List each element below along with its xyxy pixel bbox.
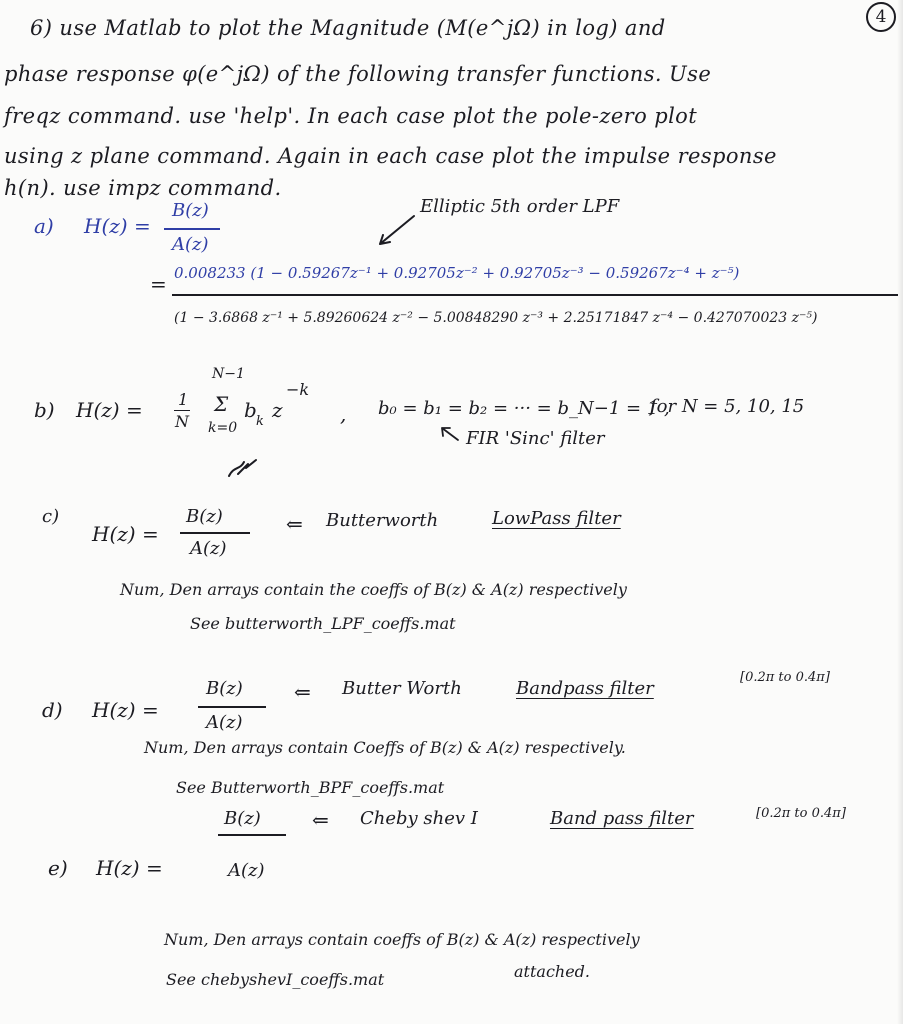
part-b-frac-den: N — [175, 412, 189, 431]
part-c-line-1: Num, Den arrays contain the coeffs of B(z) & A(z) respectively — [120, 580, 627, 599]
part-b-lhs: H(z) = — [76, 398, 143, 422]
page-edge-shadow — [897, 0, 903, 1024]
part-a-numerator: 0.008233 (1 − 0.59267z⁻¹ + 0.92705z⁻² + 0.92705z⁻³ − 0.59267z⁻⁴ + z⁻⁵) — [174, 264, 740, 282]
part-c-note-b: LowPass filter — [492, 508, 621, 529]
part-b-comma: , — [340, 402, 347, 426]
part-b-term-sub: k — [256, 414, 264, 429]
part-b-condition: b₀ = b₁ = b₂ = ··· = b_N−1 = 1 , — [378, 398, 670, 419]
part-d-line-2: See Butterworth_BPF_coeffs.mat — [176, 778, 445, 797]
part-d-line-1: Num, Den arrays contain Coeffs of B(z) & A(z) respectively. — [144, 738, 626, 757]
part-e-line-2a: See chebyshevI_coeffs.mat — [166, 970, 385, 989]
stray-mark-icon — [226, 456, 260, 480]
part-b-frac-num: 1 — [178, 390, 189, 409]
part-b-term-z: z — [272, 398, 283, 422]
part-a-main-fraction-bar — [172, 294, 898, 296]
part-d-arrow: ⇐ — [294, 680, 311, 704]
part-c-lhs: H(z) = — [92, 522, 159, 546]
part-b-term: b — [244, 398, 257, 422]
part-c-fraction-bar — [180, 532, 250, 534]
question-number-badge: 4 — [866, 2, 896, 32]
part-e-note-b: Band pass filter — [550, 808, 694, 829]
part-d-band: [0.2π to 0.4π] — [740, 670, 830, 685]
part-e-band: [0.2π to 0.4π] — [756, 806, 846, 821]
part-b-for: for N = 5, 10, 15 — [650, 396, 805, 417]
part-e-fraction-bar — [218, 834, 286, 836]
part-b-note: FIR 'Sinc' filter — [466, 428, 605, 449]
part-c-note-a: Butterworth — [326, 510, 439, 531]
part-a-fraction-bar — [164, 228, 220, 230]
part-b-term-exp: −k — [286, 380, 310, 399]
part-a-equals: = — [150, 272, 167, 296]
arrow-icon — [438, 424, 462, 444]
intro-line-5: h(n). use impz command. — [4, 176, 282, 200]
part-e-den: A(z) — [228, 860, 265, 881]
arrow-icon — [376, 214, 416, 248]
part-e-lhs: H(z) = — [96, 856, 163, 880]
part-a-label: a) — [34, 214, 54, 238]
part-a-den: A(z) — [172, 234, 209, 255]
intro-line-3: freqz command. use 'help'. In each case plot the pole-zero plot — [4, 104, 698, 128]
part-a-lhs: H(z) = — [84, 214, 151, 238]
part-b-sum-upper: N−1 — [212, 366, 245, 382]
intro-line-1: 6) use Matlab to plot the Magnitude (M(e^jΩ) in log) and — [30, 16, 666, 40]
part-b-frac-bar — [174, 410, 190, 411]
part-c-den: A(z) — [190, 538, 227, 559]
part-a-num: B(z) — [172, 200, 209, 221]
part-e-num: B(z) — [224, 808, 261, 829]
intro-line-4: using z plane command. Again in each case plot the impulse response — [4, 144, 777, 168]
intro-line-2: phase response φ(e^jΩ) of the following transfer functions. Use — [4, 62, 712, 86]
part-d-note-a: Butter Worth — [342, 678, 462, 699]
part-c-label: c) — [42, 506, 60, 527]
part-e-line-1: Num, Den arrays contain coeffs of B(z) & A(z) respectively — [164, 930, 640, 949]
part-d-den: A(z) — [206, 712, 243, 733]
part-c-arrow: ⇐ — [286, 512, 303, 536]
part-d-lhs: H(z) = — [92, 698, 159, 722]
part-d-num: B(z) — [206, 678, 243, 699]
part-a-denominator: (1 − 3.6868 z⁻¹ + 5.89260624 z⁻² − 5.00848290 z⁻³ + 2.25171847 z⁻⁴ − 0.427070023 z⁻⁵) — [174, 310, 818, 326]
part-b-sum-symbol: Σ — [214, 392, 229, 416]
part-e-arrow: ⇐ — [312, 808, 329, 832]
part-c-line-2: See butterworth_LPF_coeffs.mat — [190, 614, 456, 633]
part-d-note-b: Bandpass filter — [516, 678, 654, 699]
part-e-line-2b: attached. — [514, 962, 590, 981]
part-c-num: B(z) — [186, 506, 223, 527]
part-d-label: d) — [42, 698, 63, 722]
part-a-note: Elliptic 5th order LPF — [420, 196, 620, 217]
part-e-note-a: Cheby shev I — [360, 808, 478, 829]
part-d-fraction-bar — [198, 706, 266, 708]
part-b-sum-lower: k=0 — [208, 420, 238, 436]
part-e-label: e) — [48, 856, 68, 880]
part-b-label: b) — [34, 398, 55, 422]
